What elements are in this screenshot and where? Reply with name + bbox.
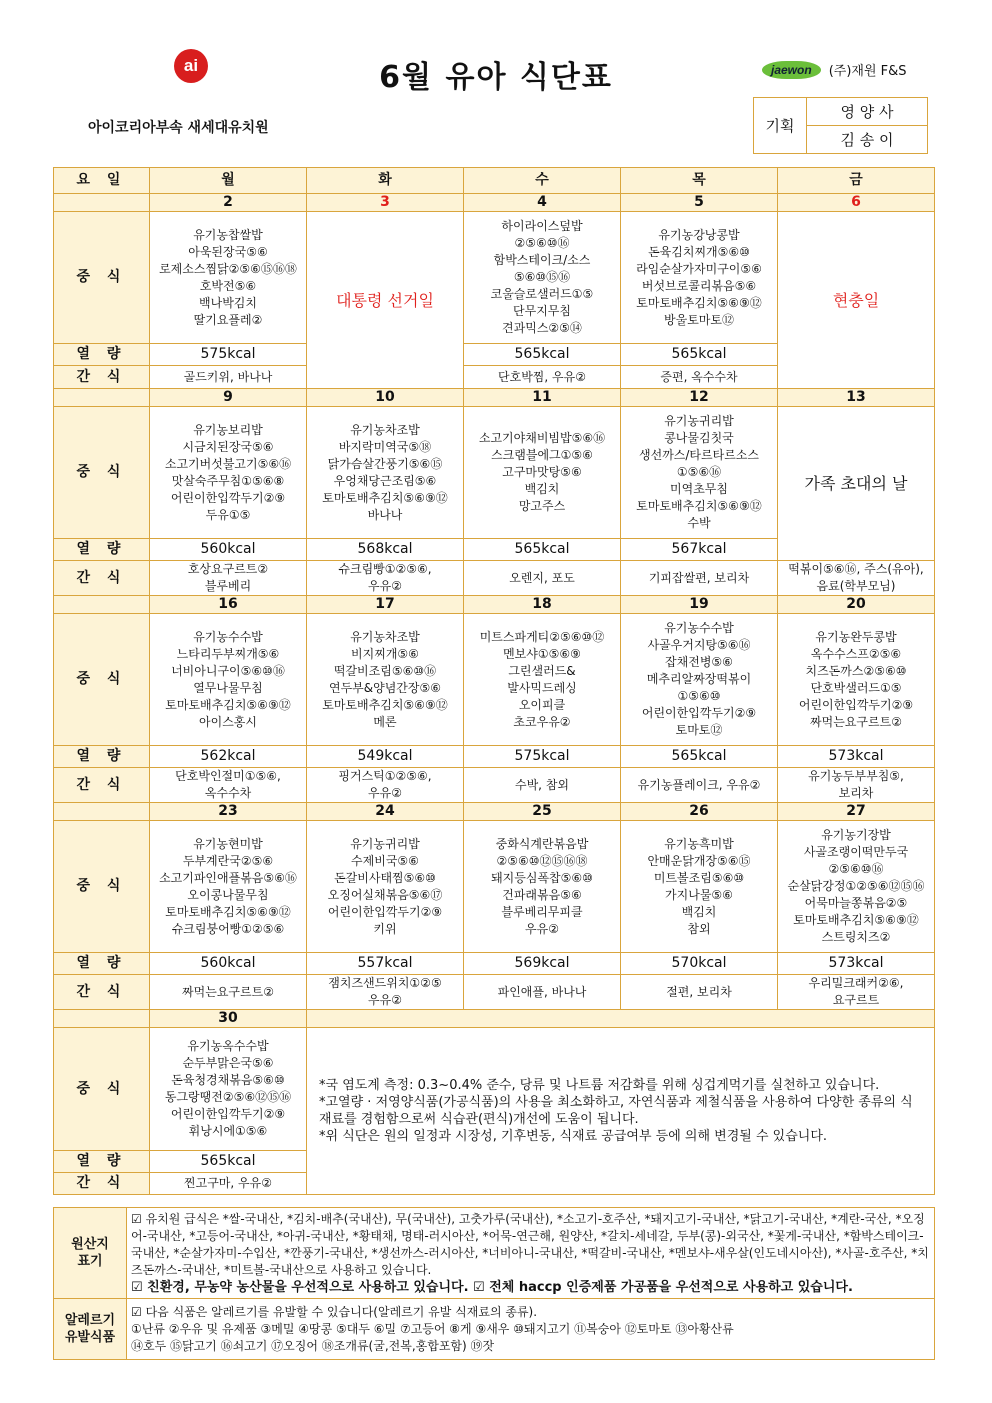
lunch-menu: 유기농귀리밥 수제비국⑤⑥ 돈갈비사태찜⑤⑥⑩ 오징어실채볶음⑤⑥⑰ 어린이한입깍두기②⑨ 키위 [307, 821, 464, 953]
kcal-value: 565kcal [464, 539, 621, 561]
snack-menu: 찐고구마, 우유② [150, 1173, 307, 1195]
kcal-value: 570kcal [621, 953, 778, 975]
lunch-menu: 유기농귀리밥 콩나물김칫국 생선까스/타르타르소스 ①⑤⑥⑯ 미역초무침 토마토배추김치⑤⑥⑨⑫ 수박 [621, 407, 778, 539]
date-cell: 24 [307, 803, 464, 821]
footer-table [53, 1207, 935, 1360]
snack-menu: 단호박인절미①⑤⑥, 옥수수차 [150, 768, 307, 803]
kcal-value: 562kcal [150, 746, 307, 768]
weekday-header: 화 [307, 168, 464, 194]
lunch-menu: 유기농수수밥 느타리두부찌개⑤⑥ 너비아니구이⑤⑥⑩⑯ 열무나물무침 토마토배추김치⑤⑥⑨⑫ 아이스홍시 [150, 614, 307, 746]
kcal-value: 568kcal [307, 539, 464, 561]
date-cell: 5 [621, 194, 778, 212]
origin-text: ☑ 유치원 급식은 *쌀-국내산, *김치-배추(국내산), 무(국내산), 고춧가루(국내산), *소고기-호주산, *돼지고기-국내산, *닭고기-국내산, *계란-국산, *오징어-국내산, *고등어-국내산, *아귀-국내산, *황태채, 명태-러시아산, *어묵-연근해, 원양산, *갈치-세네갈, 두부(콩)-외국산, *꽃게-국내산, *함박스테이크-국내산, *순살가자미-수입산, *깐풍기-국내산, *생선까스-러시아산, *너비아니-국내산, *떡갈비-국내산, *멘보샤-새우살(인도네시아산), *사골-호주산, *치즈돈까스-국내산, *미트볼-국내산으로 사용하고 있습니다. [131, 1211, 929, 1277]
date-row-spacer [54, 803, 150, 821]
page-title: 6월 유아 식단표 [379, 60, 613, 95]
date-row-spacer [54, 194, 150, 212]
date-cell: 26 [621, 803, 778, 821]
lunch-menu: 유기농옥수수밥 순두부맑은국⑤⑥ 돈육청경채볶음⑤⑥⑩ 동그랑땡전②⑤⑥⑫⑮⑯ 어린이한입깍두기②⑨ 휘낭시에①⑤⑥ [150, 1028, 307, 1151]
kcal-label: 열 량 [54, 953, 150, 975]
snack-menu: 잼치즈샌드위치①②⑤ 우유② [307, 975, 464, 1010]
date-cell: 10 [307, 389, 464, 407]
snack-menu: 떡볶이⑤⑥⑯, 주스(유아), 음료(학부모님) [778, 561, 935, 596]
date-cell: 25 [464, 803, 621, 821]
day-label: 요 일 [54, 168, 150, 194]
lunch-menu: 유기농찹쌀밥 아욱된장국⑤⑥ 로제소스찜닭②⑤⑥⑮⑯⑱ 호박전⑤⑥ 백나박김치 딸기요플레② [150, 212, 307, 344]
snack-menu: 짜먹는요구르트② [150, 975, 307, 1010]
lunch-menu: 유기농강낭콩밥 돈육김치찌개⑤⑥⑩ 라임순살가자미구이⑤⑥ 버섯브로콜리볶음⑤⑥ 토마토배추김치⑤⑥⑨⑫ 방울토마토⑫ [621, 212, 778, 344]
snack-menu: 슈크림빵①②⑤⑥, 우유② [307, 561, 464, 596]
date-row-spacer [54, 596, 150, 614]
plan-label: 기획 [754, 98, 807, 154]
kcal-value: 560kcal [150, 539, 307, 561]
lunch-menu: 유기농현미밥 두부계란국②⑤⑥ 소고기파인애플볶음⑤⑥⑯ 오이콩나물무침 토마토배추김치⑤⑥⑨⑫ 슈크림붕어빵①②⑤⑥ [150, 821, 307, 953]
date-cell: 17 [307, 596, 464, 614]
snack-menu: 핑거스틱①②⑤⑥, 우유② [307, 768, 464, 803]
lunch-label: 중 식 [54, 407, 150, 539]
lunch-menu: 중화식계란볶음밥 ②⑤⑥⑩⑫⑮⑯⑱ 돼지등심폭찹⑤⑥⑩ 건파래볶음⑤⑥ 블루베리무피클 우유② [464, 821, 621, 953]
kcal-value: 565kcal [621, 344, 778, 366]
kcal-value: 560kcal [150, 953, 307, 975]
lunch-label: 중 식 [54, 1028, 150, 1151]
kcal-value: 573kcal [778, 746, 935, 768]
weekday-header: 목 [621, 168, 778, 194]
date-cell: 12 [621, 389, 778, 407]
snack-menu: 유기농플레이크, 우유② [621, 768, 778, 803]
jaewon-logo: jaewon [762, 61, 821, 79]
date-cell: 3 [307, 194, 464, 212]
kcal-label: 열 량 [54, 746, 150, 768]
lunch-menu: 미트스파게티②⑤⑥⑩⑫ 멘보샤①⑤⑥⑨ 그린샐러드& 발사믹드레싱 오이피클 초코우유② [464, 614, 621, 746]
date-cell: 30 [150, 1010, 307, 1028]
snack-menu: 호상요구르트② 블루베리 [150, 561, 307, 596]
weekday-header: 월 [150, 168, 307, 194]
kcal-value: 565kcal [150, 1151, 307, 1173]
kcal-label: 열 량 [54, 344, 150, 366]
lunch-menu: 유기농차조밥 바지락미역국⑤⑱ 닭가슴살간풍기⑤⑥⑮ 우엉채당근조림⑤⑥ 토마토배추김치⑤⑥⑨⑫ 바나나 [307, 407, 464, 539]
company-logo [762, 60, 907, 79]
snack-menu: 파인애플, 바나나 [464, 975, 621, 1010]
note-line: *위 식단은 원의 일정과 시장성, 기후변동, 식재료 공급여부 등에 의해 변경될 수 있습니다. [319, 1129, 828, 1144]
origin-label: 원산지 표기 [54, 1208, 127, 1299]
lunch-menu: 유기농수수밥 사골우거지탕⑤⑥⑯ 잡채전병⑤⑥ 메추리알짜장떡볶이 ①⑤⑥⑩ 어린이한입깍두기②⑨ 토마토⑫ [621, 614, 778, 746]
date-cell-empty [307, 1010, 935, 1028]
plan-role: 영 양 사 [807, 98, 928, 126]
kcal-value: 567kcal [621, 539, 778, 561]
kcal-value: 565kcal [464, 344, 621, 366]
snack-label: 간 식 [54, 975, 150, 1010]
holiday-cell: 대통령 선거일 [307, 212, 464, 389]
lunch-menu: 유기농보리밥 시금치된장국⑤⑥ 소고기버섯불고기⑤⑥⑯ 맛살숙주무침①⑤⑥⑧ 어린이한입깍두기②⑨ 두유①⑤ [150, 407, 307, 539]
lunch-label: 중 식 [54, 212, 150, 344]
kcal-label: 열 량 [54, 1151, 150, 1173]
kcal-value: 569kcal [464, 953, 621, 975]
snack-menu: 골드키위, 바나나 [150, 366, 307, 389]
snack-menu: 유기농두부부침⑤, 보리차 [778, 768, 935, 803]
logo-text: ai [183, 56, 199, 75]
note-line: *국 염도계 측정: 0.3~0.4% 준수, 당류 및 나트륨 저감화를 위해 싱겁게먹기를 실천하고 있습니다. [319, 1078, 880, 1093]
holiday-cell: 현충일 [778, 212, 935, 389]
date-cell: 18 [464, 596, 621, 614]
holiday-cell: 가족 초대의 날 [778, 407, 935, 561]
lunch-menu: 유기농완두콩밥 옥수수스프②⑤⑥ 치즈돈까스②⑤⑥⑩ 단호박샐러드①⑤ 어린이한입깍두기②⑨ 짜먹는요구르트② [778, 614, 935, 746]
date-cell: 6 [778, 194, 935, 212]
date-cell: 9 [150, 389, 307, 407]
snack-menu: 절편, 보리차 [621, 975, 778, 1010]
snack-label: 간 식 [54, 768, 150, 803]
snack-label: 간 식 [54, 366, 150, 389]
snack-menu: 오렌지, 포도 [464, 561, 621, 596]
lunch-menu: 하이라이스덮밥 ②⑤⑥⑩⑯ 함박스테이크/소스 ⑤⑥⑩⑮⑯ 코울슬로샐러드①⑤ 단무지무침 견과믹스②⑤⑭ [464, 212, 621, 344]
plan-box [753, 97, 928, 154]
date-cell: 13 [778, 389, 935, 407]
kcal-label: 열 량 [54, 539, 150, 561]
date-cell: 2 [150, 194, 307, 212]
allergy-text: ☑ 다음 식품은 알레르기를 유발할 수 있습니다(알레르기 유발 식재료의 종류). ①난류 ②우유 및 유제품 ③메밀 ④땅콩 ⑤대두 ⑥밀 ⑦고등어 ⑧게 ⑨새우 ⑩돼지고기 ⑪복숭아 ⑫토마토 ⑬아황산류 ⑭호두 ⑮닭고기 ⑯쇠고기 ⑰오징어 ⑱조개류(굴,전복,홍합포함) ⑲잣 [127, 1299, 935, 1360]
lunch-menu: 소고기야채비빔밥⑤⑥⑯ 스크램블에그①⑤⑥ 고구마맛탕⑤⑥ 백김치 망고주스 [464, 407, 621, 539]
snack-label: 간 식 [54, 561, 150, 596]
lunch-menu: 유기농차조밥 비지찌개⑤⑥ 떡갈비조림⑤⑥⑩⑯ 연두부&양념간장⑤⑥ 토마토배추김치⑤⑥⑨⑫ 메론 [307, 614, 464, 746]
date-row-spacer [54, 1010, 150, 1028]
snack-menu: 증편, 옥수수차 [621, 366, 778, 389]
company-name: (주)재원 F&S [828, 64, 907, 79]
lunch-label: 중 식 [54, 821, 150, 953]
snack-label: 간 식 [54, 1173, 150, 1195]
origin-bold-text: ☑ 친환경, 무농약 농산물을 우선적으로 사용하고 있습니다. ☑ 전체 haccp 인증제품 가공품을 우선적으로 사용하고 있습니다. [131, 1279, 853, 1295]
date-cell: 16 [150, 596, 307, 614]
date-cell: 20 [778, 596, 935, 614]
note-line: *고열량 · 저영양식품(가공식품)의 사용을 최소화하고, 자연식품과 제철식품을 사용하여 다양한 종류의 식재료를 경험함으로써 식습관(편식)개선에 도움이 됩니다. [319, 1095, 913, 1127]
kcal-value: 575kcal [150, 344, 307, 366]
date-cell: 11 [464, 389, 621, 407]
date-cell: 19 [621, 596, 778, 614]
date-row-spacer [54, 389, 150, 407]
lunch-label: 중 식 [54, 614, 150, 746]
notes-cell [307, 1028, 935, 1195]
kcal-value: 575kcal [464, 746, 621, 768]
plan-name: 김 송 이 [807, 126, 928, 154]
lunch-menu: 유기농흑미밥 안매운닭개장⑤⑥⑮ 미트볼조림⑤⑥⑩ 가지나물⑤⑥ 백김치 참외 [621, 821, 778, 953]
date-cell: 27 [778, 803, 935, 821]
snack-menu: 우리밀크래커②⑥, 요구르트 [778, 975, 935, 1010]
date-cell: 4 [464, 194, 621, 212]
kcal-value: 573kcal [778, 953, 935, 975]
snack-menu: 단호박찜, 우유② [464, 366, 621, 389]
snack-menu: 수박, 참외 [464, 768, 621, 803]
kcal-value: 557kcal [307, 953, 464, 975]
snack-menu: 기피잡쌀편, 보리차 [621, 561, 778, 596]
kcal-value: 565kcal [621, 746, 778, 768]
allergy-label: 알레르기 유발식품 [54, 1299, 127, 1360]
school-name: 아이코리아부속 새세대유치원 [88, 120, 269, 136]
menu-table [53, 167, 935, 1195]
lunch-menu: 유기농기장밥 사골조랭이떡만두국 ②⑤⑥⑩⑯ 순살닭강정①②⑤⑥⑫⑮⑯ 어묵마늘쫑볶음②⑤ 토마토배추김치⑤⑥⑨⑫ 스트링치즈② [778, 821, 935, 953]
origin-info [127, 1208, 935, 1299]
weekday-header: 수 [464, 168, 621, 194]
weekday-header: 금 [778, 168, 935, 194]
kcal-value: 549kcal [307, 746, 464, 768]
date-cell: 23 [150, 803, 307, 821]
